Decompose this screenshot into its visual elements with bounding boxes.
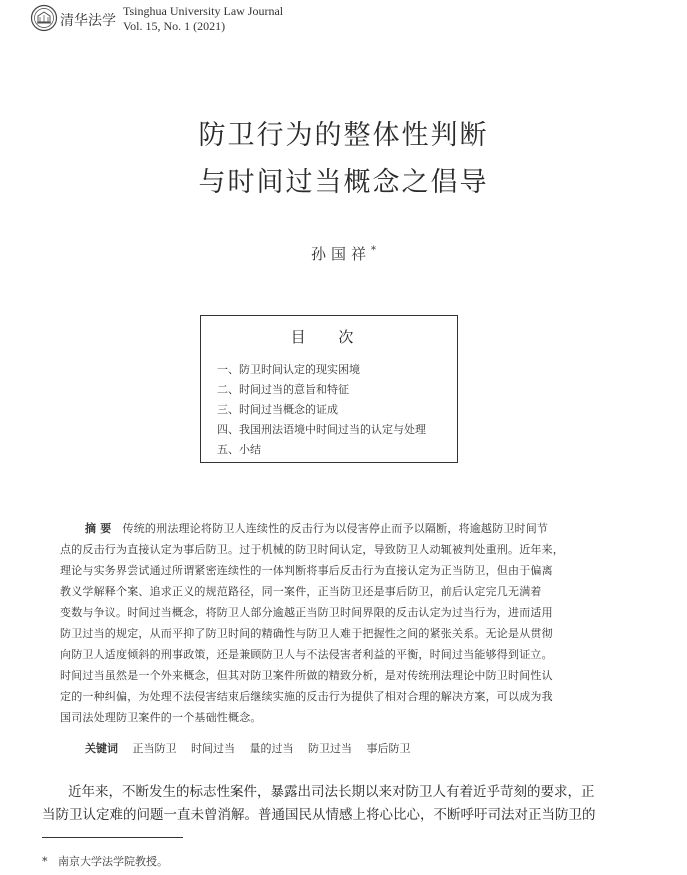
- abstract-label: 摘 要: [85, 522, 112, 535]
- journal-name-cn: 清华法学: [60, 13, 116, 29]
- footnote-text: 南京大学法学院教授。: [58, 855, 168, 868]
- article-title-line2: 与时间过当概念之倡导: [198, 167, 489, 198]
- journal-name-en: Tsinghua University Law Journal: [123, 4, 284, 18]
- author: [0, 243, 687, 264]
- keyword-term: 正当防卫: [132, 742, 177, 755]
- toc-heading: 目 次: [290, 328, 368, 346]
- toc-item: 五、小结: [217, 443, 261, 456]
- journal-seal-logo: [30, 4, 58, 32]
- toc-item: 三、时间过当概念的证成: [217, 403, 338, 416]
- keywords: [85, 740, 411, 756]
- footnote-rule: [42, 837, 183, 838]
- abstract-line: 向防卫人适度倾斜的刑事政策，还是兼顾防卫人与不法侵害者利益的平衡，时间过当能够得到证立。: [60, 648, 553, 661]
- abstract-line: 理论与实务界尝试通过所谓紧密连续性的一体判断将事后反击行为直接认定为正当防卫，但由于偏离: [60, 564, 553, 577]
- keyword-term: 防卫过当: [308, 742, 352, 755]
- author-footnote-mark: *: [371, 245, 376, 256]
- abstract-line: 传统的刑法理论将防卫人连续性的反击行为以侵害停止而予以隔断，将逾越防卫时间节: [122, 522, 549, 535]
- abstract-line: 国司法处理防卫案件的一个基础性概念。: [60, 711, 262, 724]
- table-of-contents: [200, 315, 458, 463]
- article-title-line1: 防卫行为的整体性判断: [198, 120, 489, 151]
- body-paragraph-line: 当防卫认定难的问题一直未曾消解。普通国民从情感上将心比心，不断呼吁司法对正当防卫的: [42, 807, 596, 823]
- footnote: [42, 853, 168, 869]
- keywords-label: 关键词: [85, 742, 118, 755]
- toc-item: 二、时间过当的意旨和特征: [217, 383, 349, 396]
- abstract-first-line: [85, 520, 548, 536]
- journal-volume: Vol. 15, No. 1 (2021): [123, 19, 226, 33]
- toc-item: 四、我国刑法语境中时间过当的认定与处理: [217, 423, 426, 436]
- body-paragraph-line: 近年来，不断发生的标志性案件，暴露出司法长期以来对防卫人有着近乎苛刻的要求，正: [68, 784, 595, 800]
- footnote-mark: *: [42, 855, 48, 868]
- keyword-term: 量的过当: [249, 742, 294, 755]
- toc-item: 一、防卫时间认定的现实困境: [217, 363, 360, 376]
- abstract-line: 变数与争议。时间过当概念，将防卫人部分逾越正当防卫时间界限的反击认定为过当行为，进而适用: [60, 606, 553, 619]
- abstract-line: 时间过当虽然是一个外来概念，但其对防卫案件所做的精致分析，是对传统刑法理论中防卫时间性认: [60, 669, 553, 682]
- abstract-line: 点的反击行为直接认定为事后防卫。过于机械的防卫时间认定，导致防卫人动辄被判处重刑。近年来，: [60, 543, 564, 556]
- abstract-line: 定的一种纠偏，为处理不法侵害结束后继续实施的反击行为提供了相对合理的解决方案，可以成为我: [60, 690, 553, 703]
- author-name: 孙国祥: [310, 245, 371, 263]
- abstract-line: 防卫过当的规定，从而平抑了防卫时间的精确性与防卫人难于把握性之间的紧张关系。无论是从贯彻: [60, 627, 553, 640]
- abstract-line: 教义学解释个案、追求正义的规范路径，同一案件，正当防卫还是事后防卫，前后认定完几无满着: [60, 585, 542, 598]
- keyword-term: 事后防卫: [366, 742, 411, 755]
- keyword-term: 时间过当: [191, 742, 235, 755]
